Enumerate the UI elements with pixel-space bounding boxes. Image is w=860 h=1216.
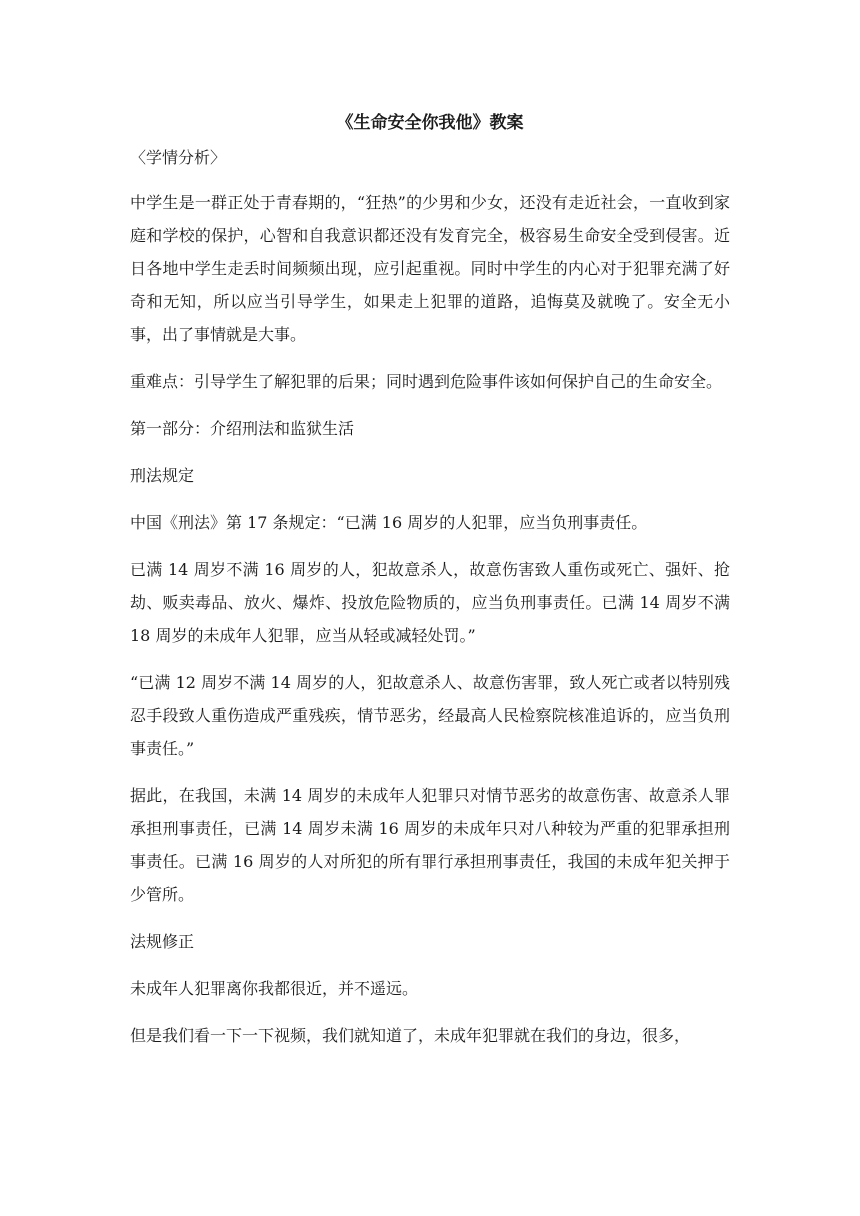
paragraph-age-14-16: 已满 14 周岁不满 16 周岁的人，犯故意杀人，故意伤害致人重伤或死亡、强奸、抢劫、贩卖毒品、放火、爆炸、投放危险物质的，应当负刑事责任。已满 14 周岁不满 18 周岁的未成年人犯罪，应当从轻或减轻处罚。”	[130, 560, 730, 645]
paragraph-amendment-heading: 法规修正	[130, 932, 195, 951]
paragraph-student-analysis: 中学生是一群正处于青春期的，“狂热”的少男和少女，还没有走近社会，一直收到家庭和学校的保护，心智和自我意识都还没有发育完全，极容易生命安全受到侵害。近日各地中学生走丢时间频频出现，应引起重视。同时中学生的内心对于犯罪充满了好奇和无知，所以应当引导学生，如果走上犯罪的道路，追悔莫及就晚了。安全无小事，出了事情就是大事。	[130, 193, 730, 344]
paragraph-video: 但是我们看一下一下视频，我们就知道了，未成年犯罪就在我们的身边，很多，	[130, 1026, 691, 1045]
section-label: 〈学情分析〉	[130, 148, 227, 167]
document-title: 《生命安全你我他》教案	[336, 113, 524, 133]
paragraph-key-points: 重难点：引导学生了解犯罪的后果；同时遇到危险事件该如何保护自己的生命安全。	[130, 372, 723, 391]
paragraph-article-17: 中国《刑法》第 17 条规定：“已满 16 周岁的人犯罪，应当负刑事责任。	[130, 513, 648, 532]
document-body	[130, 186, 730, 1066]
paragraph-part-one-heading: 第一部分：介绍刑法和监狱生活	[130, 419, 355, 438]
paragraph-criminal-law-heading: 刑法规定	[130, 466, 195, 485]
paragraph-summary: 据此，在我国，未满 14 周岁的未成年人犯罪只对情节恶劣的故意伤害、故意杀人罪承担刑事责任，已满 14 周岁未满 16 周岁的未成年只对八种较为严重的犯罪承担刑事责任。已满 16 周岁的人对所犯的所有罪行承担刑事责任，我国的未成年犯关押于少管所。	[130, 786, 730, 904]
paragraph-age-12-14: “已满 12 周岁不满 14 周岁的人，犯故意杀人、故意伤害罪，致人死亡或者以特别残忍手段致人重伤造成严重残疾，情节恶劣，经最高人民检察院核准追诉的，应当负刑事责任。”	[130, 673, 730, 758]
paragraph-near-us: 未成年人犯罪离你我都很近，并不遥远。	[130, 979, 419, 998]
